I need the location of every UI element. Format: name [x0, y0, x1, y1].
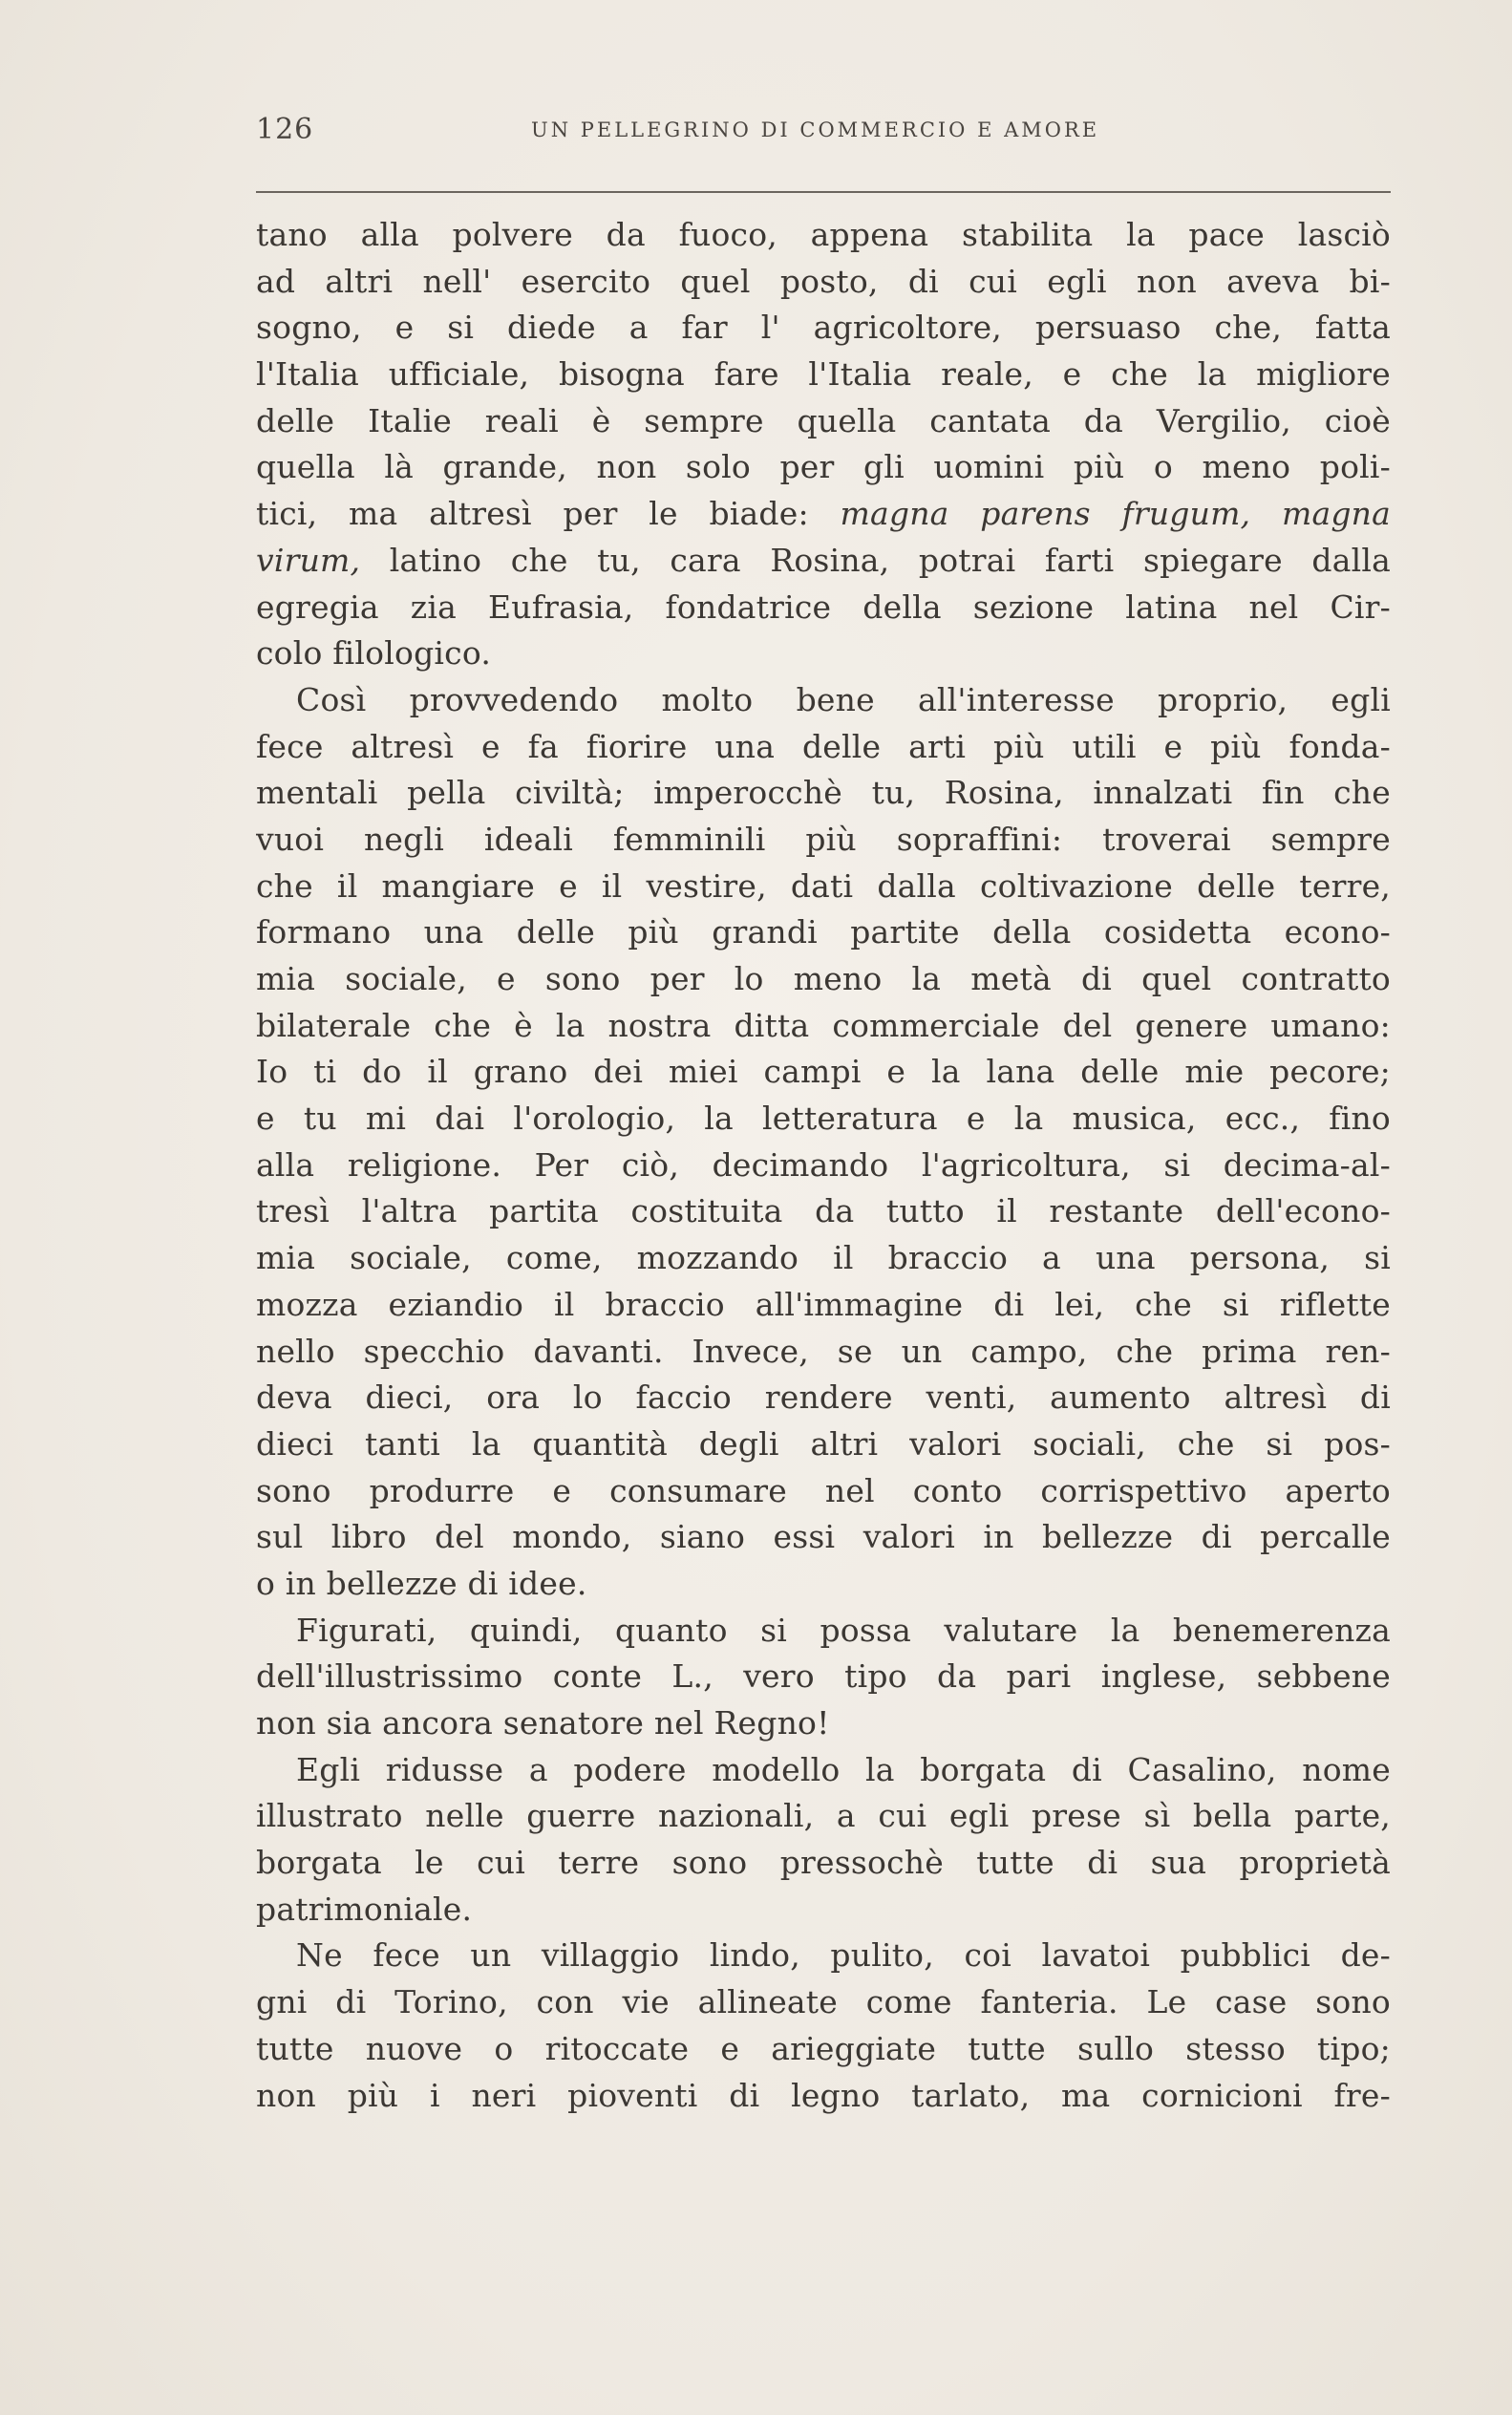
text-line: ad altri nell' esercito quel posto, di cui egli non aveva bi-: [256, 262, 1391, 300]
text-line: [256, 538, 1391, 585]
text-line: colo filologico.: [256, 634, 492, 673]
text-line: vuoi negli ideali femminili più sopraffini: troverai sempre: [256, 820, 1391, 858]
text-line: mentali pella civiltà; imperocchè tu, Rosina, innalzati fin che: [256, 774, 1391, 812]
text-line: quella là grande, non solo per gli uomini più o meno poli-: [256, 448, 1391, 486]
text-line: Egli ridusse a podere modello la borgata di Casalino, nome: [296, 1750, 1391, 1788]
text-line: delle Italie reali è sempre quella cantata da Vergilio, cioè: [256, 401, 1391, 439]
text-line: e tu mi dai l'orologio, la letteratura e la musica, ecc., fino: [256, 1100, 1391, 1138]
text-line: bilaterale che è la nostra ditta commerciale del genere umano:: [256, 1006, 1391, 1044]
page-header: [256, 113, 1393, 151]
text-line: sogno, e si diede a far l' agricoltore, persuaso che, fatta: [256, 309, 1391, 347]
text-segment: tici, ma altresì per le biade:: [256, 495, 809, 533]
text-line: tano alla polvere da fuoco, appena stabilita la pace lasciò: [256, 216, 1391, 253]
text-line: gni di Torino, con vie allineate come fanteria. Le case sono: [256, 1983, 1391, 2021]
text-line: l'Italia ufficiale, bisogna fare l'Italia reale, e che la migliore: [256, 355, 1391, 394]
text-line: formano una delle più grandi partite della cosidetta econo-: [256, 913, 1391, 951]
text-line: Figurati, quindi, quanto si possa valutare la benemerenza: [296, 1611, 1391, 1649]
text-line: illustrato nelle guerre nazionali, a cui egli prese sì bella parte,: [256, 1797, 1391, 1835]
text-segment: latino che tu, cara Rosina, potrai farti spiegare dalla: [389, 541, 1391, 579]
text-line: mozza eziandio il braccio all'immagine di lei, che si riflette: [256, 1285, 1391, 1323]
text-line: Ne fece un villaggio lindo, pulito, coi lavatoi pubblici de-: [296, 1936, 1391, 1975]
text-line: nello specchio davanti. Invece, se un campo, che prima ren-: [256, 1332, 1391, 1370]
text-line: alla religione. Per ciò, decimando l'agricoltura, si decima-al-: [256, 1145, 1391, 1184]
text-line: tutte nuove o ritoccate e arieggiate tutte sullo stesso tipo;: [256, 2029, 1391, 2067]
text-line: deva dieci, ora lo faccio rendere venti, aumento altresì di: [256, 1378, 1391, 1417]
text-line: sono produrre e consumare nel conto corrispettivo aperto: [256, 1471, 1391, 1509]
text-line: che il mangiare e il vestire, dati dalla coltivazione delle terre,: [256, 866, 1391, 905]
header-rule: [256, 191, 1391, 193]
text-line: Io ti do il grano dei miei campi e la lana delle mie pecore;: [256, 1053, 1391, 1091]
text-line: Così provvedendo molto bene all'interesse proprio, egli: [296, 680, 1391, 718]
text-line: egregia zia Eufrasia, fondatrice della sezione latina nel Cir-: [256, 588, 1391, 626]
text-line: borgata le cui terre sono pressochè tutte di sua proprietà: [256, 1844, 1391, 1882]
text-line: non più i neri pioventi di legno tarlato, ma cornicioni fre-: [256, 2076, 1391, 2114]
latin-quote: magna parens frugum, magna: [840, 495, 1391, 533]
page-number: 126: [256, 113, 314, 146]
text-line: o in bellezze di idee.: [256, 1564, 587, 1602]
text-line: fece altresì e fa fiorire una delle arti più utili e più fonda-: [256, 727, 1391, 765]
text-line: mia sociale, e sono per lo meno la metà di quel contratto: [256, 960, 1391, 997]
body-text: [256, 212, 1391, 2119]
text-line: patrimoniale.: [256, 1890, 473, 1928]
text-line: dell'illustrissimo conte L., vero tipo da pari inglese, sebbene: [256, 1657, 1391, 1696]
text-line: dieci tanti la quantità degli altri valori sociali, che si pos-: [256, 1424, 1391, 1463]
text-line: non sia ancora senatore nel Regno!: [256, 1704, 830, 1742]
text-line: tresì l'altra partita costituita da tutto il restante dell'econo-: [256, 1192, 1391, 1230]
running-title: UN PELLEGRINO DI COMMERCIO E AMORE: [531, 118, 1100, 141]
text-line: [256, 491, 1391, 538]
text-line: sul libro del mondo, siano essi valori in bellezze di percalle: [256, 1518, 1391, 1556]
text-line: mia sociale, come, mozzando il braccio a una persona, si: [256, 1239, 1391, 1277]
latin-quote: virum,: [256, 541, 361, 579]
